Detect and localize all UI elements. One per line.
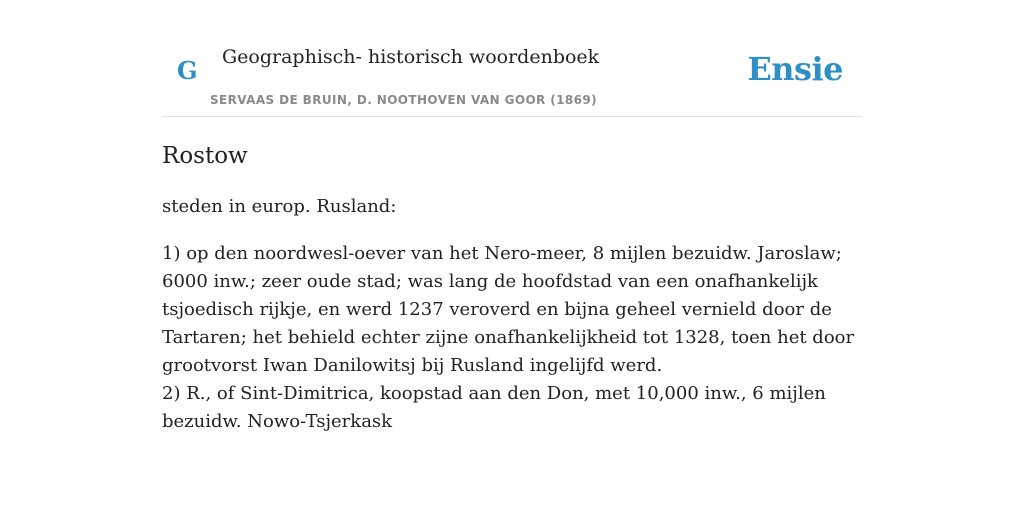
entry-title: Rostow — [162, 143, 248, 169]
entry-paragraph: 1) op den noordwesl-oever van het Nero-meer, 8 mijlen bezuidw. Jaroslaw; 6000 inw.; zeer oude stad; was lang de hoofdstad van een onafhankelijk tsjoedisch rijkje, en werd 1237 veroverd en bijna geheel vernield door de Tartaren; het behield echter zijne onafhankelijkheid tot 1328, toen het door grootvorst Iwan Danilowitsj bij Rusland ingelijfd werd. — [162, 243, 855, 376]
entry-body — [162, 240, 862, 436]
entry-lead: steden in europ. Rusland: — [162, 196, 397, 217]
book-title-link[interactable]: Geographisch- historisch woordenboek — [222, 46, 600, 68]
ensie-logo-link[interactable]: Ensie — [747, 50, 843, 88]
entry — [162, 117, 862, 436]
book-authors: SERVAAS DE BRUIN, D. NOOTHOVEN VAN GOOR (1869) — [210, 93, 598, 107]
book-letter-link[interactable]: G — [177, 56, 198, 85]
book-header — [162, 0, 862, 117]
entry-paragraph: 2) R., of Sint-Dimitrica, koopstad aan den Don, met 10,000 inw., 6 mijlen bezuidw. Nowo-Tsjerkask — [162, 383, 826, 432]
page — [162, 0, 862, 512]
